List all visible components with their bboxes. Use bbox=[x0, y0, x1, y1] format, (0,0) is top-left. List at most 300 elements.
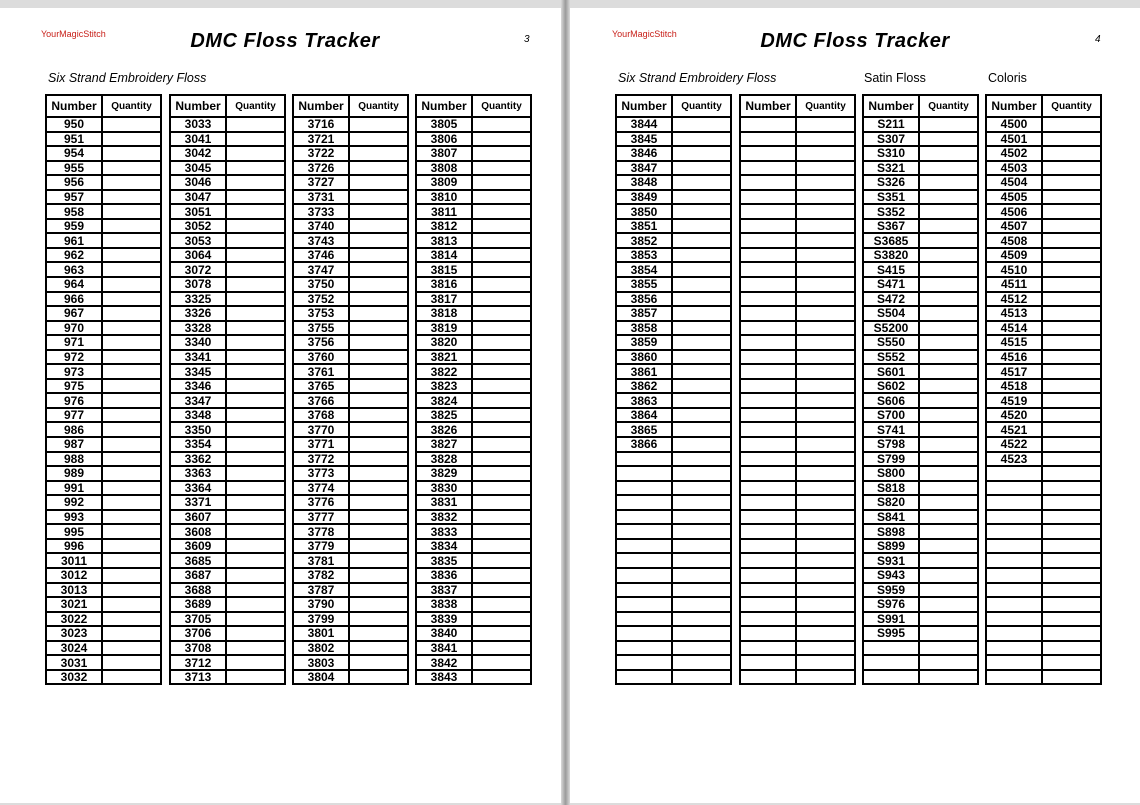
quantity-cell[interactable] bbox=[919, 422, 978, 437]
quantity-cell[interactable] bbox=[226, 510, 285, 525]
quantity-cell[interactable] bbox=[672, 132, 731, 147]
quantity-cell[interactable] bbox=[226, 306, 285, 321]
quantity-cell[interactable] bbox=[349, 481, 408, 496]
quantity-cell[interactable] bbox=[472, 379, 531, 394]
quantity-cell[interactable] bbox=[102, 393, 161, 408]
quantity-cell[interactable] bbox=[102, 117, 161, 132]
quantity-cell[interactable] bbox=[1042, 510, 1101, 525]
quantity-cell[interactable] bbox=[349, 190, 408, 205]
quantity-cell[interactable] bbox=[1042, 568, 1101, 583]
quantity-cell[interactable] bbox=[226, 132, 285, 147]
quantity-cell[interactable] bbox=[1042, 132, 1101, 147]
quantity-cell[interactable] bbox=[349, 539, 408, 554]
quantity-cell[interactable] bbox=[1042, 364, 1101, 379]
quantity-cell[interactable] bbox=[102, 408, 161, 423]
quantity-cell[interactable] bbox=[919, 292, 978, 307]
quantity-cell[interactable] bbox=[349, 248, 408, 263]
quantity-cell[interactable] bbox=[796, 321, 855, 336]
quantity-cell[interactable] bbox=[102, 204, 161, 219]
quantity-cell[interactable] bbox=[472, 422, 531, 437]
quantity-cell[interactable] bbox=[919, 161, 978, 176]
quantity-cell[interactable] bbox=[1042, 277, 1101, 292]
quantity-cell[interactable] bbox=[672, 393, 731, 408]
quantity-cell[interactable] bbox=[349, 277, 408, 292]
quantity-cell[interactable] bbox=[796, 132, 855, 147]
quantity-cell[interactable] bbox=[919, 277, 978, 292]
quantity-cell[interactable] bbox=[226, 597, 285, 612]
quantity-cell[interactable] bbox=[796, 553, 855, 568]
quantity-cell[interactable] bbox=[226, 612, 285, 627]
quantity-cell[interactable] bbox=[349, 466, 408, 481]
quantity-cell[interactable] bbox=[796, 626, 855, 641]
quantity-cell[interactable] bbox=[472, 204, 531, 219]
quantity-cell[interactable] bbox=[472, 350, 531, 365]
quantity-cell[interactable] bbox=[919, 204, 978, 219]
quantity-cell[interactable] bbox=[102, 262, 161, 277]
quantity-cell[interactable] bbox=[102, 437, 161, 452]
quantity-cell[interactable] bbox=[102, 583, 161, 598]
quantity-cell[interactable] bbox=[349, 670, 408, 685]
quantity-cell[interactable] bbox=[796, 161, 855, 176]
quantity-cell[interactable] bbox=[349, 379, 408, 394]
quantity-cell[interactable] bbox=[796, 655, 855, 670]
quantity-cell[interactable] bbox=[349, 641, 408, 656]
quantity-cell[interactable] bbox=[226, 655, 285, 670]
quantity-cell[interactable] bbox=[472, 335, 531, 350]
quantity-cell[interactable] bbox=[102, 219, 161, 234]
quantity-cell[interactable] bbox=[349, 306, 408, 321]
quantity-cell[interactable] bbox=[226, 335, 285, 350]
quantity-cell[interactable] bbox=[472, 117, 531, 132]
quantity-cell[interactable] bbox=[919, 364, 978, 379]
quantity-cell[interactable] bbox=[102, 422, 161, 437]
quantity-cell[interactable] bbox=[102, 641, 161, 656]
quantity-cell[interactable] bbox=[1042, 655, 1101, 670]
quantity-cell[interactable] bbox=[472, 510, 531, 525]
quantity-cell[interactable] bbox=[796, 146, 855, 161]
quantity-cell[interactable] bbox=[349, 335, 408, 350]
quantity-cell[interactable] bbox=[796, 466, 855, 481]
quantity-cell[interactable] bbox=[472, 626, 531, 641]
quantity-cell[interactable] bbox=[349, 262, 408, 277]
quantity-cell[interactable] bbox=[1042, 190, 1101, 205]
quantity-cell[interactable] bbox=[672, 437, 731, 452]
quantity-cell[interactable] bbox=[102, 612, 161, 627]
quantity-cell[interactable] bbox=[349, 568, 408, 583]
quantity-cell[interactable] bbox=[472, 583, 531, 598]
quantity-cell[interactable] bbox=[226, 393, 285, 408]
quantity-cell[interactable] bbox=[226, 422, 285, 437]
quantity-cell[interactable] bbox=[226, 248, 285, 263]
quantity-cell[interactable] bbox=[672, 248, 731, 263]
quantity-cell[interactable] bbox=[672, 452, 731, 467]
quantity-cell[interactable] bbox=[226, 553, 285, 568]
quantity-cell[interactable] bbox=[226, 262, 285, 277]
quantity-cell[interactable] bbox=[919, 248, 978, 263]
quantity-cell[interactable] bbox=[796, 583, 855, 598]
quantity-cell[interactable] bbox=[672, 321, 731, 336]
quantity-cell[interactable] bbox=[349, 524, 408, 539]
quantity-cell[interactable] bbox=[672, 117, 731, 132]
quantity-cell[interactable] bbox=[102, 524, 161, 539]
quantity-cell[interactable] bbox=[672, 655, 731, 670]
quantity-cell[interactable] bbox=[796, 175, 855, 190]
quantity-cell[interactable] bbox=[102, 306, 161, 321]
quantity-cell[interactable] bbox=[349, 146, 408, 161]
quantity-cell[interactable] bbox=[1042, 495, 1101, 510]
quantity-cell[interactable] bbox=[472, 437, 531, 452]
quantity-cell[interactable] bbox=[226, 408, 285, 423]
quantity-cell[interactable] bbox=[226, 364, 285, 379]
quantity-cell[interactable] bbox=[1042, 306, 1101, 321]
quantity-cell[interactable] bbox=[102, 321, 161, 336]
quantity-cell[interactable] bbox=[226, 539, 285, 554]
quantity-cell[interactable] bbox=[1042, 670, 1101, 685]
quantity-cell[interactable] bbox=[796, 510, 855, 525]
quantity-cell[interactable] bbox=[226, 495, 285, 510]
quantity-cell[interactable] bbox=[226, 175, 285, 190]
quantity-cell[interactable] bbox=[919, 510, 978, 525]
quantity-cell[interactable] bbox=[349, 161, 408, 176]
quantity-cell[interactable] bbox=[226, 437, 285, 452]
quantity-cell[interactable] bbox=[226, 117, 285, 132]
quantity-cell[interactable] bbox=[919, 568, 978, 583]
quantity-cell[interactable] bbox=[226, 641, 285, 656]
quantity-cell[interactable] bbox=[472, 161, 531, 176]
quantity-cell[interactable] bbox=[226, 568, 285, 583]
quantity-cell[interactable] bbox=[796, 437, 855, 452]
quantity-cell[interactable] bbox=[226, 466, 285, 481]
quantity-cell[interactable] bbox=[102, 175, 161, 190]
quantity-cell[interactable] bbox=[796, 568, 855, 583]
quantity-cell[interactable] bbox=[349, 117, 408, 132]
quantity-cell[interactable] bbox=[472, 146, 531, 161]
quantity-cell[interactable] bbox=[1042, 335, 1101, 350]
quantity-cell[interactable] bbox=[349, 510, 408, 525]
quantity-cell[interactable] bbox=[472, 393, 531, 408]
quantity-cell[interactable] bbox=[226, 379, 285, 394]
quantity-cell[interactable] bbox=[102, 495, 161, 510]
quantity-cell[interactable] bbox=[796, 190, 855, 205]
quantity-cell[interactable] bbox=[1042, 146, 1101, 161]
quantity-cell[interactable] bbox=[919, 190, 978, 205]
quantity-cell[interactable] bbox=[796, 641, 855, 656]
quantity-cell[interactable] bbox=[672, 670, 731, 685]
quantity-cell[interactable] bbox=[349, 626, 408, 641]
quantity-cell[interactable] bbox=[1042, 452, 1101, 467]
quantity-cell[interactable] bbox=[349, 452, 408, 467]
quantity-cell[interactable] bbox=[349, 393, 408, 408]
quantity-cell[interactable] bbox=[472, 452, 531, 467]
quantity-cell[interactable] bbox=[102, 190, 161, 205]
quantity-cell[interactable] bbox=[472, 190, 531, 205]
quantity-cell[interactable] bbox=[1042, 524, 1101, 539]
quantity-cell[interactable] bbox=[796, 539, 855, 554]
quantity-cell[interactable] bbox=[472, 233, 531, 248]
quantity-cell[interactable] bbox=[796, 117, 855, 132]
quantity-cell[interactable] bbox=[472, 219, 531, 234]
quantity-cell[interactable] bbox=[672, 612, 731, 627]
quantity-cell[interactable] bbox=[226, 219, 285, 234]
quantity-cell[interactable] bbox=[919, 393, 978, 408]
quantity-cell[interactable] bbox=[672, 510, 731, 525]
quantity-cell[interactable] bbox=[796, 350, 855, 365]
quantity-cell[interactable] bbox=[102, 626, 161, 641]
quantity-cell[interactable] bbox=[672, 408, 731, 423]
quantity-cell[interactable] bbox=[919, 655, 978, 670]
quantity-cell[interactable] bbox=[919, 306, 978, 321]
quantity-cell[interactable] bbox=[1042, 612, 1101, 627]
quantity-cell[interactable] bbox=[796, 481, 855, 496]
quantity-cell[interactable] bbox=[102, 379, 161, 394]
quantity-cell[interactable] bbox=[919, 553, 978, 568]
quantity-cell[interactable] bbox=[226, 233, 285, 248]
quantity-cell[interactable] bbox=[226, 481, 285, 496]
quantity-cell[interactable] bbox=[919, 146, 978, 161]
quantity-cell[interactable] bbox=[672, 262, 731, 277]
quantity-cell[interactable] bbox=[1042, 393, 1101, 408]
quantity-cell[interactable] bbox=[919, 233, 978, 248]
quantity-cell[interactable] bbox=[672, 204, 731, 219]
quantity-cell[interactable] bbox=[226, 583, 285, 598]
quantity-cell[interactable] bbox=[919, 524, 978, 539]
quantity-cell[interactable] bbox=[102, 553, 161, 568]
quantity-cell[interactable] bbox=[1042, 641, 1101, 656]
quantity-cell[interactable] bbox=[796, 335, 855, 350]
quantity-cell[interactable] bbox=[1042, 204, 1101, 219]
quantity-cell[interactable] bbox=[796, 262, 855, 277]
quantity-cell[interactable] bbox=[472, 670, 531, 685]
quantity-cell[interactable] bbox=[226, 146, 285, 161]
quantity-cell[interactable] bbox=[1042, 437, 1101, 452]
quantity-cell[interactable] bbox=[672, 379, 731, 394]
quantity-cell[interactable] bbox=[102, 539, 161, 554]
quantity-cell[interactable] bbox=[672, 466, 731, 481]
quantity-cell[interactable] bbox=[919, 539, 978, 554]
quantity-cell[interactable] bbox=[1042, 248, 1101, 263]
quantity-cell[interactable] bbox=[349, 437, 408, 452]
quantity-cell[interactable] bbox=[672, 233, 731, 248]
quantity-cell[interactable] bbox=[226, 292, 285, 307]
quantity-cell[interactable] bbox=[472, 132, 531, 147]
quantity-cell[interactable] bbox=[349, 612, 408, 627]
quantity-cell[interactable] bbox=[672, 641, 731, 656]
quantity-cell[interactable] bbox=[349, 408, 408, 423]
quantity-cell[interactable] bbox=[102, 452, 161, 467]
quantity-cell[interactable] bbox=[1042, 553, 1101, 568]
quantity-cell[interactable] bbox=[919, 466, 978, 481]
quantity-cell[interactable] bbox=[919, 452, 978, 467]
quantity-cell[interactable] bbox=[672, 219, 731, 234]
quantity-cell[interactable] bbox=[472, 553, 531, 568]
quantity-cell[interactable] bbox=[472, 408, 531, 423]
quantity-cell[interactable] bbox=[226, 321, 285, 336]
quantity-cell[interactable] bbox=[672, 161, 731, 176]
quantity-cell[interactable] bbox=[1042, 161, 1101, 176]
quantity-cell[interactable] bbox=[349, 292, 408, 307]
quantity-cell[interactable] bbox=[1042, 422, 1101, 437]
quantity-cell[interactable] bbox=[226, 452, 285, 467]
quantity-cell[interactable] bbox=[472, 364, 531, 379]
quantity-cell[interactable] bbox=[349, 422, 408, 437]
quantity-cell[interactable] bbox=[349, 175, 408, 190]
quantity-cell[interactable] bbox=[102, 364, 161, 379]
quantity-cell[interactable] bbox=[672, 568, 731, 583]
quantity-cell[interactable] bbox=[1042, 219, 1101, 234]
quantity-cell[interactable] bbox=[349, 553, 408, 568]
quantity-cell[interactable] bbox=[1042, 626, 1101, 641]
quantity-cell[interactable] bbox=[349, 321, 408, 336]
quantity-cell[interactable] bbox=[472, 262, 531, 277]
quantity-cell[interactable] bbox=[102, 568, 161, 583]
quantity-cell[interactable] bbox=[796, 597, 855, 612]
quantity-cell[interactable] bbox=[919, 350, 978, 365]
quantity-cell[interactable] bbox=[796, 524, 855, 539]
quantity-cell[interactable] bbox=[796, 364, 855, 379]
quantity-cell[interactable] bbox=[472, 481, 531, 496]
quantity-cell[interactable] bbox=[1042, 117, 1101, 132]
quantity-cell[interactable] bbox=[472, 321, 531, 336]
quantity-cell[interactable] bbox=[472, 292, 531, 307]
quantity-cell[interactable] bbox=[472, 306, 531, 321]
quantity-cell[interactable] bbox=[226, 626, 285, 641]
quantity-cell[interactable] bbox=[672, 175, 731, 190]
quantity-cell[interactable] bbox=[672, 422, 731, 437]
quantity-cell[interactable] bbox=[1042, 321, 1101, 336]
quantity-cell[interactable] bbox=[919, 670, 978, 685]
quantity-cell[interactable] bbox=[472, 466, 531, 481]
quantity-cell[interactable] bbox=[796, 306, 855, 321]
quantity-cell[interactable] bbox=[102, 132, 161, 147]
quantity-cell[interactable] bbox=[102, 277, 161, 292]
quantity-cell[interactable] bbox=[226, 190, 285, 205]
quantity-cell[interactable] bbox=[919, 597, 978, 612]
quantity-cell[interactable] bbox=[672, 306, 731, 321]
quantity-cell[interactable] bbox=[349, 655, 408, 670]
quantity-cell[interactable] bbox=[472, 539, 531, 554]
quantity-cell[interactable] bbox=[102, 161, 161, 176]
quantity-cell[interactable] bbox=[919, 321, 978, 336]
quantity-cell[interactable] bbox=[672, 539, 731, 554]
quantity-cell[interactable] bbox=[226, 524, 285, 539]
quantity-cell[interactable] bbox=[919, 408, 978, 423]
quantity-cell[interactable] bbox=[102, 248, 161, 263]
quantity-cell[interactable] bbox=[919, 117, 978, 132]
quantity-cell[interactable] bbox=[1042, 408, 1101, 423]
quantity-cell[interactable] bbox=[796, 422, 855, 437]
quantity-cell[interactable] bbox=[672, 335, 731, 350]
quantity-cell[interactable] bbox=[796, 219, 855, 234]
quantity-cell[interactable] bbox=[796, 670, 855, 685]
quantity-cell[interactable] bbox=[349, 219, 408, 234]
quantity-cell[interactable] bbox=[672, 277, 731, 292]
quantity-cell[interactable] bbox=[919, 379, 978, 394]
quantity-cell[interactable] bbox=[672, 350, 731, 365]
quantity-cell[interactable] bbox=[919, 437, 978, 452]
quantity-cell[interactable] bbox=[1042, 379, 1101, 394]
quantity-cell[interactable] bbox=[472, 277, 531, 292]
quantity-cell[interactable] bbox=[472, 612, 531, 627]
quantity-cell[interactable] bbox=[1042, 539, 1101, 554]
quantity-cell[interactable] bbox=[672, 553, 731, 568]
quantity-cell[interactable] bbox=[672, 495, 731, 510]
quantity-cell[interactable] bbox=[919, 219, 978, 234]
quantity-cell[interactable] bbox=[796, 495, 855, 510]
quantity-cell[interactable] bbox=[796, 233, 855, 248]
quantity-cell[interactable] bbox=[796, 292, 855, 307]
quantity-cell[interactable] bbox=[672, 583, 731, 598]
quantity-cell[interactable] bbox=[1042, 466, 1101, 481]
quantity-cell[interactable] bbox=[349, 132, 408, 147]
quantity-cell[interactable] bbox=[349, 350, 408, 365]
quantity-cell[interactable] bbox=[472, 175, 531, 190]
quantity-cell[interactable] bbox=[672, 190, 731, 205]
quantity-cell[interactable] bbox=[102, 655, 161, 670]
quantity-cell[interactable] bbox=[1042, 481, 1101, 496]
quantity-cell[interactable] bbox=[472, 641, 531, 656]
quantity-cell[interactable] bbox=[226, 350, 285, 365]
quantity-cell[interactable] bbox=[226, 204, 285, 219]
quantity-cell[interactable] bbox=[672, 146, 731, 161]
quantity-cell[interactable] bbox=[102, 670, 161, 685]
quantity-cell[interactable] bbox=[796, 379, 855, 394]
quantity-cell[interactable] bbox=[102, 292, 161, 307]
quantity-cell[interactable] bbox=[672, 524, 731, 539]
quantity-cell[interactable] bbox=[919, 481, 978, 496]
quantity-cell[interactable] bbox=[1042, 597, 1101, 612]
quantity-cell[interactable] bbox=[1042, 262, 1101, 277]
quantity-cell[interactable] bbox=[1042, 233, 1101, 248]
quantity-cell[interactable] bbox=[1042, 350, 1101, 365]
quantity-cell[interactable] bbox=[672, 481, 731, 496]
quantity-cell[interactable] bbox=[796, 204, 855, 219]
quantity-cell[interactable] bbox=[102, 481, 161, 496]
quantity-cell[interactable] bbox=[226, 161, 285, 176]
quantity-cell[interactable] bbox=[472, 248, 531, 263]
quantity-cell[interactable] bbox=[472, 495, 531, 510]
quantity-cell[interactable] bbox=[919, 175, 978, 190]
quantity-cell[interactable] bbox=[472, 597, 531, 612]
quantity-cell[interactable] bbox=[919, 335, 978, 350]
quantity-cell[interactable] bbox=[919, 612, 978, 627]
quantity-cell[interactable] bbox=[672, 626, 731, 641]
quantity-cell[interactable] bbox=[672, 292, 731, 307]
quantity-cell[interactable] bbox=[102, 233, 161, 248]
quantity-cell[interactable] bbox=[472, 524, 531, 539]
quantity-cell[interactable] bbox=[349, 583, 408, 598]
quantity-cell[interactable] bbox=[472, 655, 531, 670]
quantity-cell[interactable] bbox=[919, 626, 978, 641]
quantity-cell[interactable] bbox=[102, 350, 161, 365]
quantity-cell[interactable] bbox=[796, 452, 855, 467]
quantity-cell[interactable] bbox=[796, 248, 855, 263]
quantity-cell[interactable] bbox=[919, 262, 978, 277]
quantity-cell[interactable] bbox=[672, 597, 731, 612]
quantity-cell[interactable] bbox=[349, 597, 408, 612]
quantity-cell[interactable] bbox=[1042, 583, 1101, 598]
quantity-cell[interactable] bbox=[102, 146, 161, 161]
quantity-cell[interactable] bbox=[102, 597, 161, 612]
quantity-cell[interactable] bbox=[226, 670, 285, 685]
quantity-cell[interactable] bbox=[796, 408, 855, 423]
quantity-cell[interactable] bbox=[919, 132, 978, 147]
quantity-cell[interactable] bbox=[349, 364, 408, 379]
quantity-cell[interactable] bbox=[226, 277, 285, 292]
quantity-cell[interactable] bbox=[1042, 292, 1101, 307]
quantity-cell[interactable] bbox=[472, 568, 531, 583]
quantity-cell[interactable] bbox=[102, 335, 161, 350]
quantity-cell[interactable] bbox=[796, 612, 855, 627]
